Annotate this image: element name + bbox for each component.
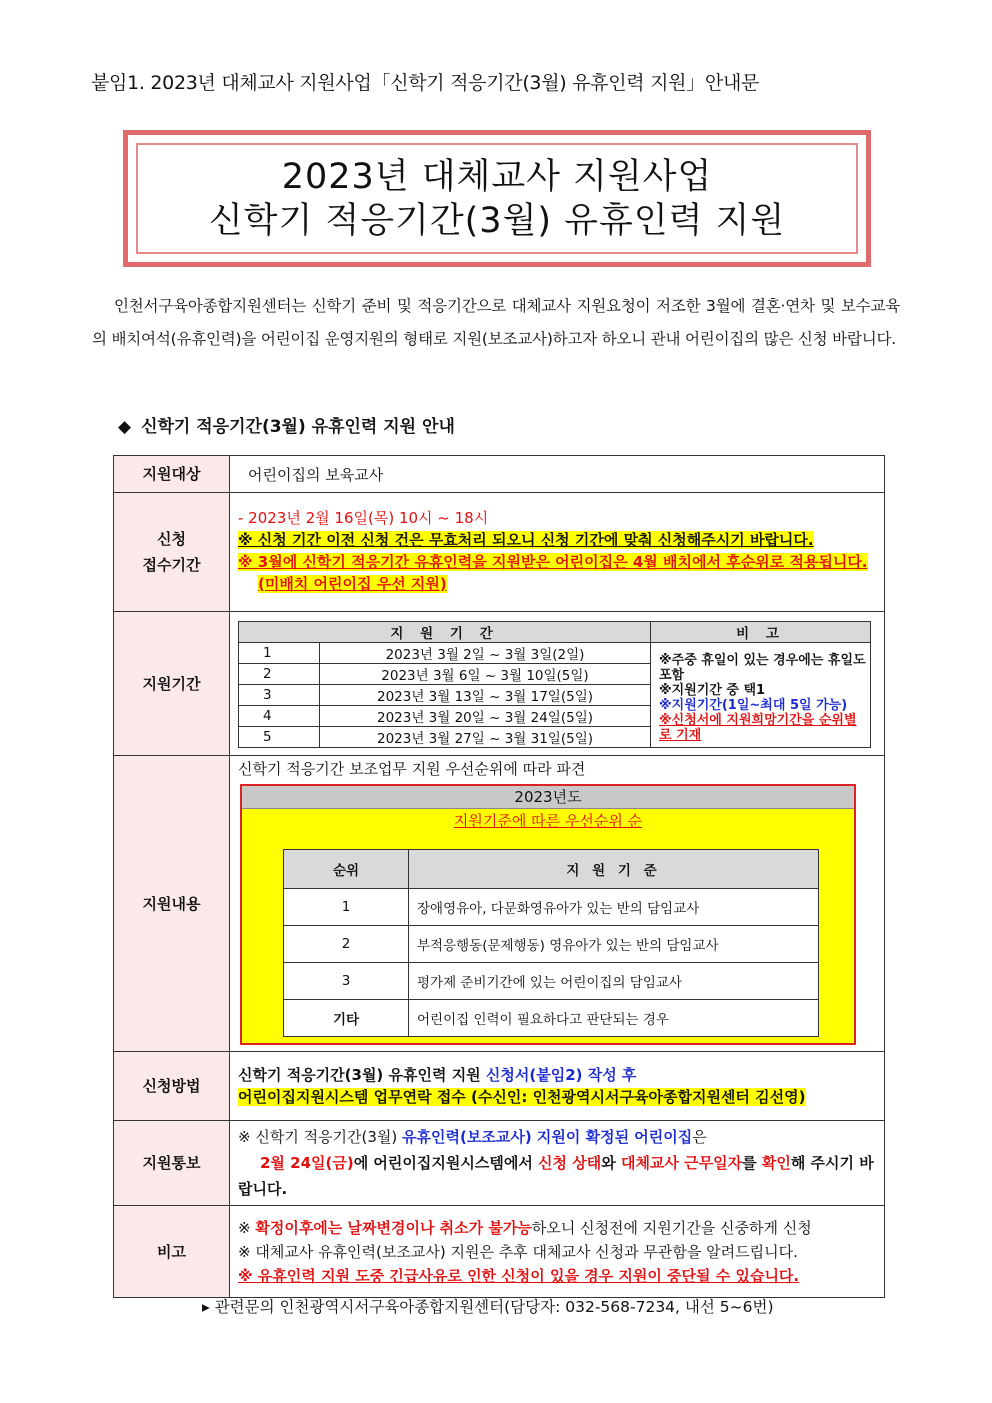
notice-p4: 2월 24일(금) [260, 1154, 354, 1172]
period-dates: 2023년 3월 13일 ~ 3월 17일(5일) [320, 685, 651, 706]
remark-l1-b: 확정이후에는 날짜변경이나 취소가 불가능 [255, 1218, 532, 1237]
notice-p5: 에 어린이집지원시스템에서 [353, 1154, 539, 1172]
period-dates: 2023년 3월 20일 ~ 3월 24일(5일) [320, 706, 651, 727]
priority-row [284, 1000, 819, 1037]
method-line2: 어린이집지원시스템 업무연락 접수 (수신인: 인천광역시서구육아종합지원센터 김선영) [238, 1088, 806, 1106]
notice-label: 지원통보 [114, 1121, 230, 1206]
period-note [651, 643, 871, 748]
priority-criteria: 어린이집 인력이 필요하다고 판단되는 경우 [409, 1000, 819, 1037]
notice-p8: 대체교사 근무일자 [620, 1154, 743, 1172]
application-label [114, 493, 230, 612]
period-table [238, 621, 871, 748]
content-intro: 신학기 적응기간 보조업무 지원 우선순위에 따라 파견 [238, 760, 586, 778]
period-no: 3 [239, 685, 320, 706]
application-label-line1: 신청 [157, 530, 186, 548]
content-label: 지원내용 [114, 756, 230, 1052]
priority-criteria: 평가제 준비기간에 있는 어린이집의 담임교사 [409, 963, 819, 1000]
notice-p3: 은 [692, 1128, 707, 1146]
row-method [114, 1052, 885, 1121]
period-row [239, 643, 871, 664]
priority-rank: 기타 [284, 1000, 409, 1037]
method-line1-a: 신학기 적응기간(3월) 유휴인력 지원 [238, 1066, 486, 1084]
row-target [114, 456, 885, 493]
priority-col-criteria: 지 원 기 준 [409, 850, 819, 889]
row-content [114, 756, 885, 1052]
application-note-3: (미배치 어린이집 우선 지원) [258, 575, 447, 593]
priority-table [283, 849, 819, 1037]
period-note-3: ※지원기간(1일~최대 5일 가능) [659, 698, 848, 713]
period-dates: 2023년 3월 6일 ~ 3월 10일(5일) [320, 664, 651, 685]
priority-rank: 2 [284, 926, 409, 963]
notice-p9: 를 [742, 1154, 762, 1172]
period-note-4: ※신청서에 지원희망기간을 순위별로 기재 [659, 713, 857, 743]
remark-l3: ※ 유휴인력 지원 도중 긴급사유로 인한 신청이 있을 경우 지원이 중단될 수 있습니다. [238, 1266, 800, 1285]
priority-row [284, 963, 819, 1000]
target-value: 어린이집의 보육교사 [230, 456, 885, 493]
notice-p7: 와 [601, 1154, 621, 1172]
footer-contact: ▸ 관련문의 인천광역시서구육아종합지원센터(담당자: 032-568-7234, 내선 5~6번) [202, 1298, 774, 1316]
application-note-2: ※ 3월에 신학기 적응기간 유휴인력을 지원받은 어린이집은 4월 배치에서 후순위로 적용됩니다. [238, 553, 868, 571]
period-dates: 2023년 3월 2일 ~ 3월 3일(2일) [320, 643, 651, 664]
method-label: 신청방법 [114, 1052, 230, 1121]
notice-p1: ※ 신학기 적응기간(3월) [238, 1128, 403, 1146]
priority-row [284, 926, 819, 963]
remark-label: 비고 [114, 1206, 230, 1298]
content-value [230, 756, 885, 1052]
attachment-title: 붙임1. 2023년 대체교사 지원사업「신학기 적응기간(3월) 유휴인력 지원」안내문 [91, 72, 760, 94]
notice-p6: 신청 상태 [538, 1154, 602, 1172]
remark-l2: ※ 대체교사 유휴인력(보조교사) 지원은 추후 대체교사 신청과 무관함을 알려드립니다. [238, 1242, 798, 1261]
section-heading-text: 신학기 적응기간(3월) 유휴인력 지원 안내 [141, 417, 455, 437]
application-date: - 2023년 2월 16일(목) 10시 ~ 18시 [238, 509, 489, 527]
period-no: 5 [239, 727, 320, 748]
priority-subtitle: 지원기준에 따른 우선순위 순 [453, 812, 643, 830]
period-no: 4 [239, 706, 320, 727]
remark-value [230, 1206, 885, 1298]
period-dates: 2023년 3월 27일 ~ 3월 31일(5일) [320, 727, 651, 748]
row-period [114, 612, 885, 756]
priority-year: 2023년도 [242, 786, 854, 809]
title-line-2: 신학기 적응기간(3월) 유휴인력 지원 [208, 200, 786, 241]
method-line1-b: 신청서(붙임2) 작성 후 [485, 1066, 637, 1084]
application-value [230, 493, 885, 612]
application-label-line2: 접수기간 [142, 556, 201, 574]
period-header: 지 원 기 간 [239, 622, 651, 643]
notice-value [230, 1121, 885, 1206]
title-box [123, 130, 871, 267]
info-table [113, 455, 885, 1298]
title-inner-frame [136, 143, 858, 254]
row-application [114, 493, 885, 612]
target-label: 지원대상 [114, 456, 230, 493]
period-no: 2 [239, 664, 320, 685]
period-value [230, 612, 885, 756]
period-note-header: 비 고 [651, 622, 871, 643]
notice-p11: 해 주시기 바랍니다. [238, 1154, 874, 1198]
priority-criteria: 장애영유아, 다문화영유아가 있는 반의 담임교사 [409, 889, 819, 926]
priority-criteria: 부적응행동(문제행동) 영유아가 있는 반의 담임교사 [409, 926, 819, 963]
priority-rank: 3 [284, 963, 409, 1000]
diamond-bullet-icon: ◆ [118, 417, 132, 437]
period-note-2: ※지원기간 중 택1 [659, 683, 766, 698]
notice-p2: 유휴인력(보조교사) 지원이 확정된 어린이집 [402, 1128, 693, 1146]
method-value [230, 1052, 885, 1121]
priority-col-rank: 순위 [284, 850, 409, 889]
row-notice [114, 1121, 885, 1206]
priority-row [284, 889, 819, 926]
section-heading [118, 412, 455, 437]
row-remark [114, 1206, 885, 1298]
priority-box [240, 784, 856, 1045]
period-no: 1 [239, 643, 320, 664]
title-line-1: 2023년 대체교사 지원사업 [281, 156, 713, 197]
remark-l1-c: 하오니 신청전에 지원기간을 신중하게 신청 [531, 1218, 812, 1237]
remark-l1-a: ※ [238, 1218, 256, 1237]
notice-p10: 확인 [761, 1154, 791, 1172]
period-label: 지원기간 [114, 612, 230, 756]
intro-paragraph: 인천서구육아종합지원센터는 신학기 준비 및 적응기간으로 대체교사 지원요청이 저조한 3월에 결혼·연차 및 보수교육의 배치여석(유휴인력)을 어린이집 운영지원의 형태로 지원(보조교사)하고자 하오니 관내 어린이집의 많은 신청 바랍니다. [92, 297, 900, 348]
period-note-1: ※주중 휴일이 있는 경우에는 휴일도 포함 [659, 653, 866, 683]
priority-rank: 1 [284, 889, 409, 926]
application-note-1: ※ 신청 기간 이전 신청 건은 무효처리 되오니 신청 기간에 맞춰 신청해주시기 바랍니다. [238, 531, 814, 549]
